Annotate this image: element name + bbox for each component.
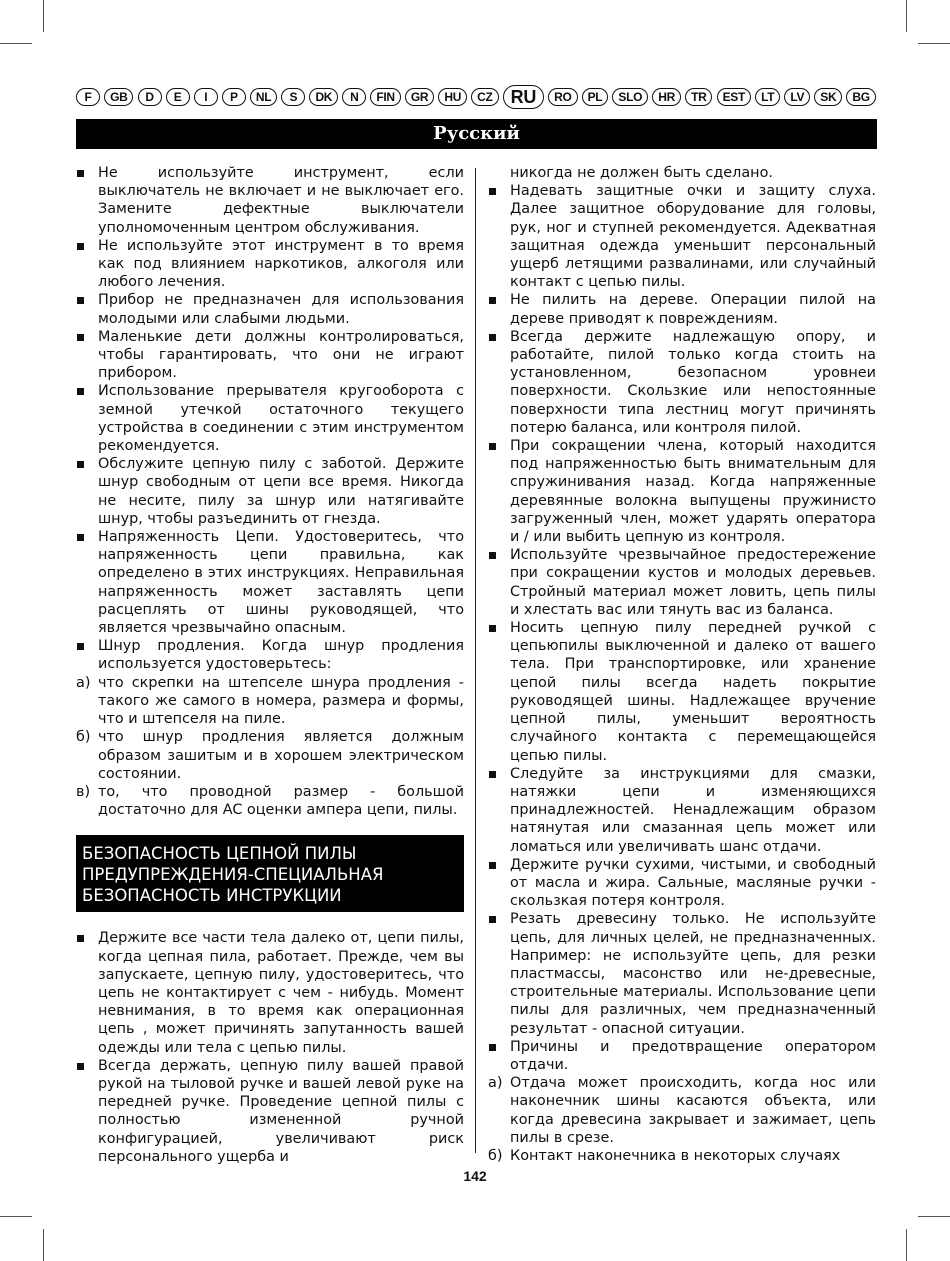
right-column bbox=[488, 164, 876, 1165]
language-tab-ro[interactable]: RO bbox=[548, 88, 577, 106]
page-number: 142 bbox=[463, 1168, 487, 1184]
language-tab-lt[interactable]: LT bbox=[755, 88, 780, 106]
section-heading-line: БЕЗОПАСНОСТЬ ИНСТРУКЦИИ bbox=[82, 886, 342, 906]
section-heading bbox=[76, 835, 464, 912]
crop-mark-top-right-h bbox=[918, 43, 950, 44]
section-heading-line: ПРЕДУПРЕЖДЕНИЯ-СПЕЦИАЛЬНАЯ bbox=[82, 865, 384, 885]
language-tab-tr[interactable]: TR bbox=[685, 88, 712, 106]
bullet-item: Используйте чрезвычайное предостережение при сокращении кустов и молодых деревьев. Стройный материал может ловить, цепь пилы и хлестать вас или тянуть вас из баланса. bbox=[488, 546, 876, 619]
sub-item bbox=[76, 783, 464, 819]
crop-mark-bottom-right-h bbox=[918, 1216, 950, 1217]
bullet-item: Не используйте инструмент, если выключатель не включает и не выключает его. Замените дефектные выключатели уполномоченным центром обслуживания. bbox=[76, 164, 464, 237]
section-heading-line: БЕЗОПАСНОСТЬ ЦЕПНОЙ ПИЛЫ bbox=[82, 844, 357, 864]
sub-item-text: что скрепки на штепселе шнура продления - такого же самого в номера, размера и формы, что и штепселя на пиле. bbox=[98, 674, 464, 728]
sub-item bbox=[76, 728, 464, 783]
sub-item-label: б) bbox=[488, 1147, 503, 1164]
language-tab-n[interactable]: N bbox=[342, 88, 366, 106]
bullet-item: Шнур продления. Когда шнур продления используется удостоверьтесь: bbox=[76, 637, 464, 673]
language-tab-p[interactable]: P bbox=[222, 88, 246, 106]
language-tab-ru[interactable]: RU bbox=[503, 85, 544, 109]
language-tab-hu[interactable]: HU bbox=[438, 88, 467, 106]
language-selector bbox=[76, 85, 876, 109]
right-bullet-list bbox=[488, 182, 876, 1074]
sub-item-label: а) bbox=[488, 1075, 503, 1092]
sub-item-label: б) bbox=[76, 729, 91, 746]
page-title: Русский bbox=[76, 119, 877, 149]
crop-mark-bottom-left bbox=[43, 1229, 44, 1261]
bullet-item: Держите все части тела далеко от, цепи пилы, когда цепная пила, работает. Прежде, чем вы запускаете, цепную пилу, удостоверитесь, что цепь не контактирует с чем - нибудь. Момент невнимания, в то время как операционная цепь , может причинять запутанность вашей одежды или тела с цепью пилы. bbox=[76, 929, 464, 1056]
left-bullet-list-2 bbox=[76, 929, 464, 1166]
sub-item bbox=[76, 674, 464, 729]
column-divider bbox=[475, 168, 476, 1153]
bullet-item: Обслужите цепную пилу с заботой. Держите шнур свободным от цепи все время. Никогда не несите, пилу за шнур или натягивайте шнур, чтобы разъединить от гнезда. bbox=[76, 455, 464, 528]
bullet-item: Использование прерывателя кругооборота с земной утечкой остаточного текущего устройства в соединении с этим инструментом рекомендуется. bbox=[76, 382, 464, 455]
language-tab-s[interactable]: S bbox=[281, 88, 305, 106]
language-tab-i[interactable]: I bbox=[194, 88, 218, 106]
sub-item-text: что шнур продления является должным образом зашитым и в хорошем электрическом состоянии. bbox=[98, 729, 464, 782]
language-tab-dk[interactable]: DK bbox=[309, 88, 338, 106]
language-tab-f[interactable]: F bbox=[76, 88, 100, 106]
bullet-item: Не пилить на дереве. Операции пилой на дереве приводят к повреждениям. bbox=[488, 291, 876, 327]
language-tab-est[interactable]: EST bbox=[717, 88, 751, 106]
bullet-item: Маленькие дети должны контролироваться, чтобы гарантировать, что они не играют прибором. bbox=[76, 328, 464, 383]
crop-mark-top-left-h bbox=[0, 43, 32, 44]
language-tab-bg[interactable]: BG bbox=[846, 88, 875, 106]
crop-mark-top-left bbox=[43, 0, 44, 32]
language-tab-gb[interactable]: GB bbox=[104, 88, 133, 106]
bullet-item: Напряженность Цепи. Удостоверитесь, что напряженность цепи правильна, как определено в этих инструкциях. Неправильная напряженность может заставлять цепи расцеплять от шины руководящей, что является чрезвычайно опасным. bbox=[76, 528, 464, 637]
crop-mark-bottom-right bbox=[906, 1229, 907, 1261]
bullet-item: Всегда держать, цепную пилу вашей правой рукой на тыловой ручке и вашей левой руке на передней ручке. Проведение цепной пилы с полностью измененной ручной конфигурацией, увеличивают риск персонального ущерба и bbox=[76, 1057, 464, 1166]
language-tab-gr[interactable]: GR bbox=[405, 88, 434, 106]
language-tab-slo[interactable]: SLO bbox=[612, 88, 648, 106]
language-tab-cz[interactable]: CZ bbox=[471, 88, 498, 106]
left-bullet-list-1 bbox=[76, 164, 464, 674]
language-tab-lv[interactable]: LV bbox=[784, 88, 810, 106]
language-tab-e[interactable]: E bbox=[166, 88, 190, 106]
left-sub-list-1 bbox=[76, 674, 464, 820]
continuation-text: никогда не должен быть сделано. bbox=[510, 165, 773, 181]
bullet-item: Прибор не предназначен для использования молодыми или слабыми людьми. bbox=[76, 291, 464, 327]
crop-mark-bottom-left-h bbox=[0, 1216, 32, 1217]
language-tab-pl[interactable]: PL bbox=[582, 88, 609, 106]
language-tab-sk[interactable]: SK bbox=[814, 88, 842, 106]
bullet-item: Надевать защитные очки и защиту слуха. Далее защитное оборудование для головы, рук, ног и ступней рекомендуется. Адекватная защитная одежда уменьшит персональный ущерб летящими развалинами, или случайный контакт с цепью пилы. bbox=[488, 182, 876, 291]
left-column bbox=[76, 164, 464, 1166]
language-tab-nl[interactable]: NL bbox=[250, 88, 277, 106]
bullet-item: Держите ручки сухими, чистыми, и свободный от масла и жира. Сальные, масляные ручки - скользкая потеря контроля. bbox=[488, 856, 876, 911]
language-tab-fin[interactable]: FIN bbox=[370, 88, 400, 106]
bullet-item: Причины и предотвращение оператором отдачи. bbox=[488, 1038, 876, 1074]
sub-item bbox=[488, 1074, 876, 1147]
crop-mark-top-right bbox=[906, 0, 907, 32]
bullet-item: При сокращении члена, который находится под напряженностью быть внимательным для спружинивания назад. Когда напряженные деревянные волокна выпущены пружинисто загруженный член, может ударять оператора и / или выбить цепную из контроля. bbox=[488, 437, 876, 546]
language-tab-hr[interactable]: HR bbox=[652, 88, 681, 106]
sub-item-text: Контакт наконечника в некоторых случаях bbox=[510, 1147, 841, 1164]
right-sub-list bbox=[488, 1074, 876, 1165]
sub-item bbox=[488, 1147, 876, 1165]
bullet-item: Не используйте этот инструмент в то время как под влиянием наркотиков, алкоголя или любого лечения. bbox=[76, 237, 464, 292]
sub-item-label: в) bbox=[76, 783, 91, 800]
bullet-item: Носить цепную пилу передней ручкой с цепьюпилы выключенной и далеко от вашего тела. При транспортировке, или хранение цепой пилы всегда надеть покрытие руководящей шины. Надлежащее вручение цепной пилы, уменьшит вероятность случайного контакта с перемещающейся цепью пилы. bbox=[488, 619, 876, 765]
bullet-item: Следуйте за инструкциями для смазки, натяжки цепи и изменяющихся принадлежностей. Ненадлежащим образом натянутая или смазанная цепь может или ломаться или увеличивать шанс отдачи. bbox=[488, 765, 876, 856]
sub-item-text: то, что проводной размер - большой достаточно для AC оценки ампера цепи, пилы. bbox=[98, 783, 464, 819]
sub-item-label: а) bbox=[76, 674, 91, 691]
sub-item-text: Отдача может происходить, когда нос или наконечник шины касаются объекта, или когда древесина закрывает и зажимает, цепь пилы в срезе. bbox=[510, 1075, 876, 1146]
language-tab-d[interactable]: D bbox=[138, 88, 162, 106]
bullet-item: Резать древесину только. Не используйте цепь, для личных целей, не предназначенных. Например: не используйте цепь, для резки пластмассы, масонство или не-древесные, строительные материалы. Использование цепи пилы для различных, чем предназначенный результат - опасной ситуации. bbox=[488, 910, 876, 1037]
bullet-item: Всегда держите надлежащую опору, и работайте, пилой только когда стоить на установленном, безопасном уровнеи поверхности. Скользкие или непостоянные поверхности типа лестниц могут причинять потерю баланса, или контроля пилой. bbox=[488, 328, 876, 437]
